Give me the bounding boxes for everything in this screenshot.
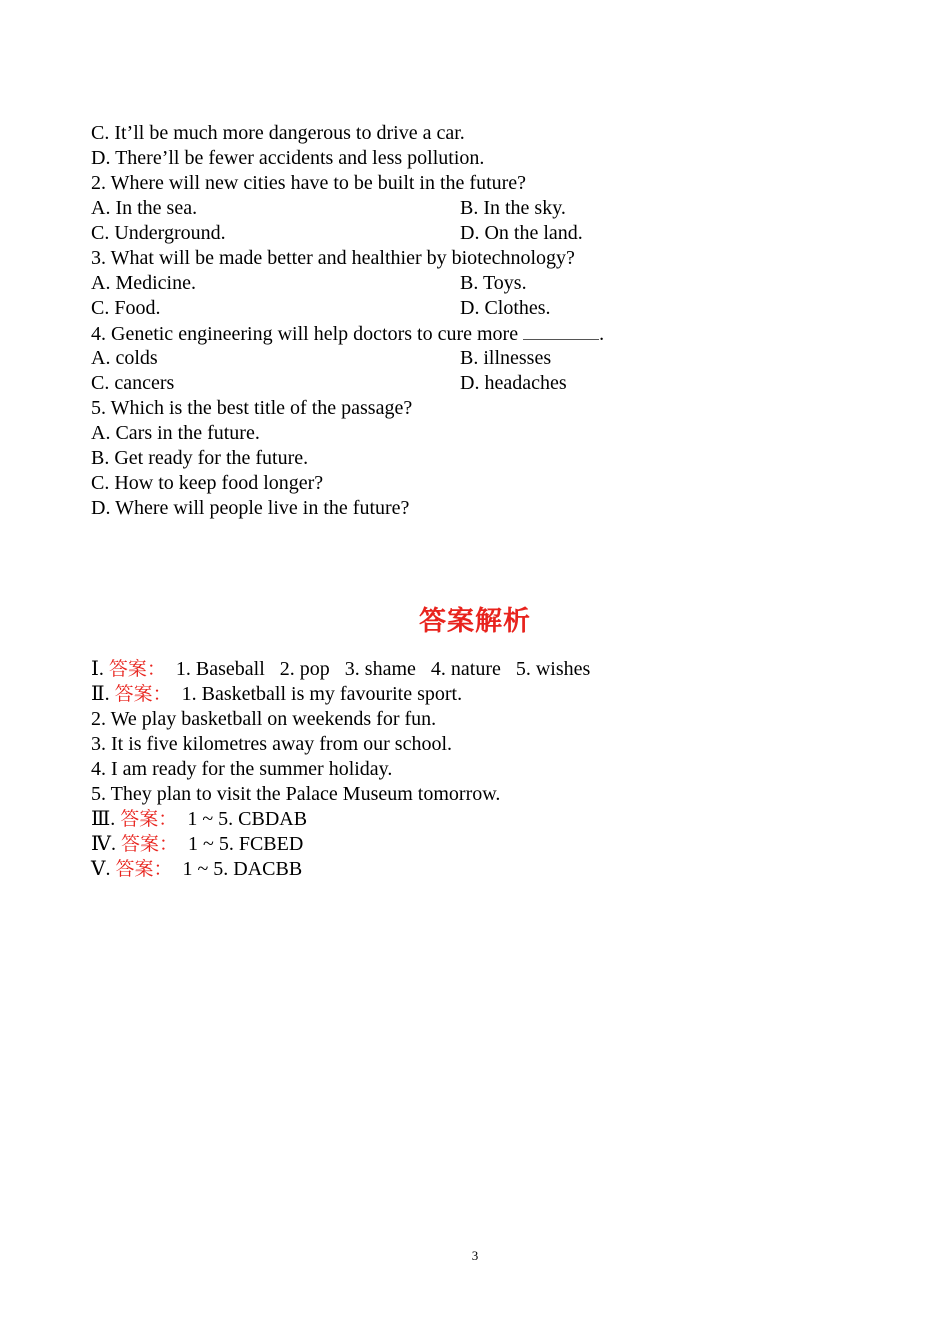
answer-section-2	[91, 682, 462, 707]
q2-option-b: B. In the sky.	[460, 197, 566, 219]
q4-option-c: C. cancers	[91, 372, 175, 394]
section-numeral: Ⅰ.	[91, 658, 109, 680]
answer-section-5	[91, 857, 302, 882]
answer-text: 1 ~ 5. CBDAB	[177, 808, 308, 830]
answer-label: 答案：	[120, 833, 178, 855]
answer-section-1	[91, 657, 590, 682]
q4-question-end: .	[599, 323, 605, 345]
q3-option-a: A. Medicine.	[91, 272, 196, 294]
q2-option-c: C. Underground.	[91, 222, 226, 244]
page-number: 3	[471, 1248, 479, 1263]
answer-section-3	[91, 807, 307, 832]
q5-question: 5. Which is the best title of the passage?	[91, 397, 413, 419]
q5-option-c: C. How to keep food longer?	[91, 472, 324, 494]
q4-blank	[523, 321, 599, 340]
q3-option-d: D. Clothes.	[460, 297, 551, 319]
q2-question: 2. Where will new cities have to be built in the future?	[91, 172, 527, 194]
q1-option-d: D. There’ll be fewer accidents and less pollution.	[91, 147, 485, 169]
q3-option-b: B. Toys.	[460, 272, 527, 294]
q4-option-b: B. illnesses	[460, 347, 552, 369]
section-numeral: Ⅳ.	[91, 833, 121, 855]
q4-option-d: D. headaches	[460, 372, 567, 394]
q2-option-d: D. On the land.	[460, 222, 583, 244]
answer-section-2-line-5: 5. They plan to visit the Palace Museum tomorrow.	[91, 783, 501, 805]
q4-question	[91, 321, 604, 346]
answer-section-title: 答案解析	[419, 606, 531, 637]
q5-option-b: B. Get ready for the future.	[91, 447, 309, 469]
q4-question-text: 4. Genetic engineering will help doctors to cure more	[91, 323, 524, 345]
q5-option-a: A. Cars in the future.	[91, 422, 260, 444]
section-numeral: Ⅲ.	[91, 808, 121, 830]
q4-option-a: A. colds	[91, 347, 158, 369]
answer-text: 1. Basketball is my favourite sport.	[171, 683, 463, 705]
q1-option-c: C. It’ll be much more dangerous to drive a car.	[91, 122, 465, 144]
answer-section-2-line-2: 2. We play basketball on weekends for fun.	[91, 708, 437, 730]
q3-question: 3. What will be made better and healthier by biotechnology?	[91, 247, 575, 269]
answer-text: 1 ~ 5. DACBB	[172, 858, 303, 880]
answer-text: 1 ~ 5. FCBED	[178, 833, 304, 855]
answer-label: 答案：	[114, 683, 172, 705]
answer-label: 答案：	[108, 658, 166, 680]
answer-label: 答案：	[115, 858, 173, 880]
answer-section-4	[91, 832, 303, 857]
answer-section-2-line-3: 3. It is five kilometres away from our school.	[91, 733, 453, 755]
section-numeral: Ⅴ.	[91, 858, 116, 880]
answer-label: 答案：	[120, 808, 178, 830]
answer-section-2-line-4: 4. I am ready for the summer holiday.	[91, 758, 393, 780]
section-numeral: Ⅱ.	[91, 683, 115, 705]
q2-option-a: A. In the sea.	[91, 197, 198, 219]
q3-option-c: C. Food.	[91, 297, 161, 319]
q5-option-d: D. Where will people live in the future?	[91, 497, 410, 519]
answer-text: 1. Baseball 2. pop 3. shame 4. nature 5. wishes	[165, 658, 591, 680]
